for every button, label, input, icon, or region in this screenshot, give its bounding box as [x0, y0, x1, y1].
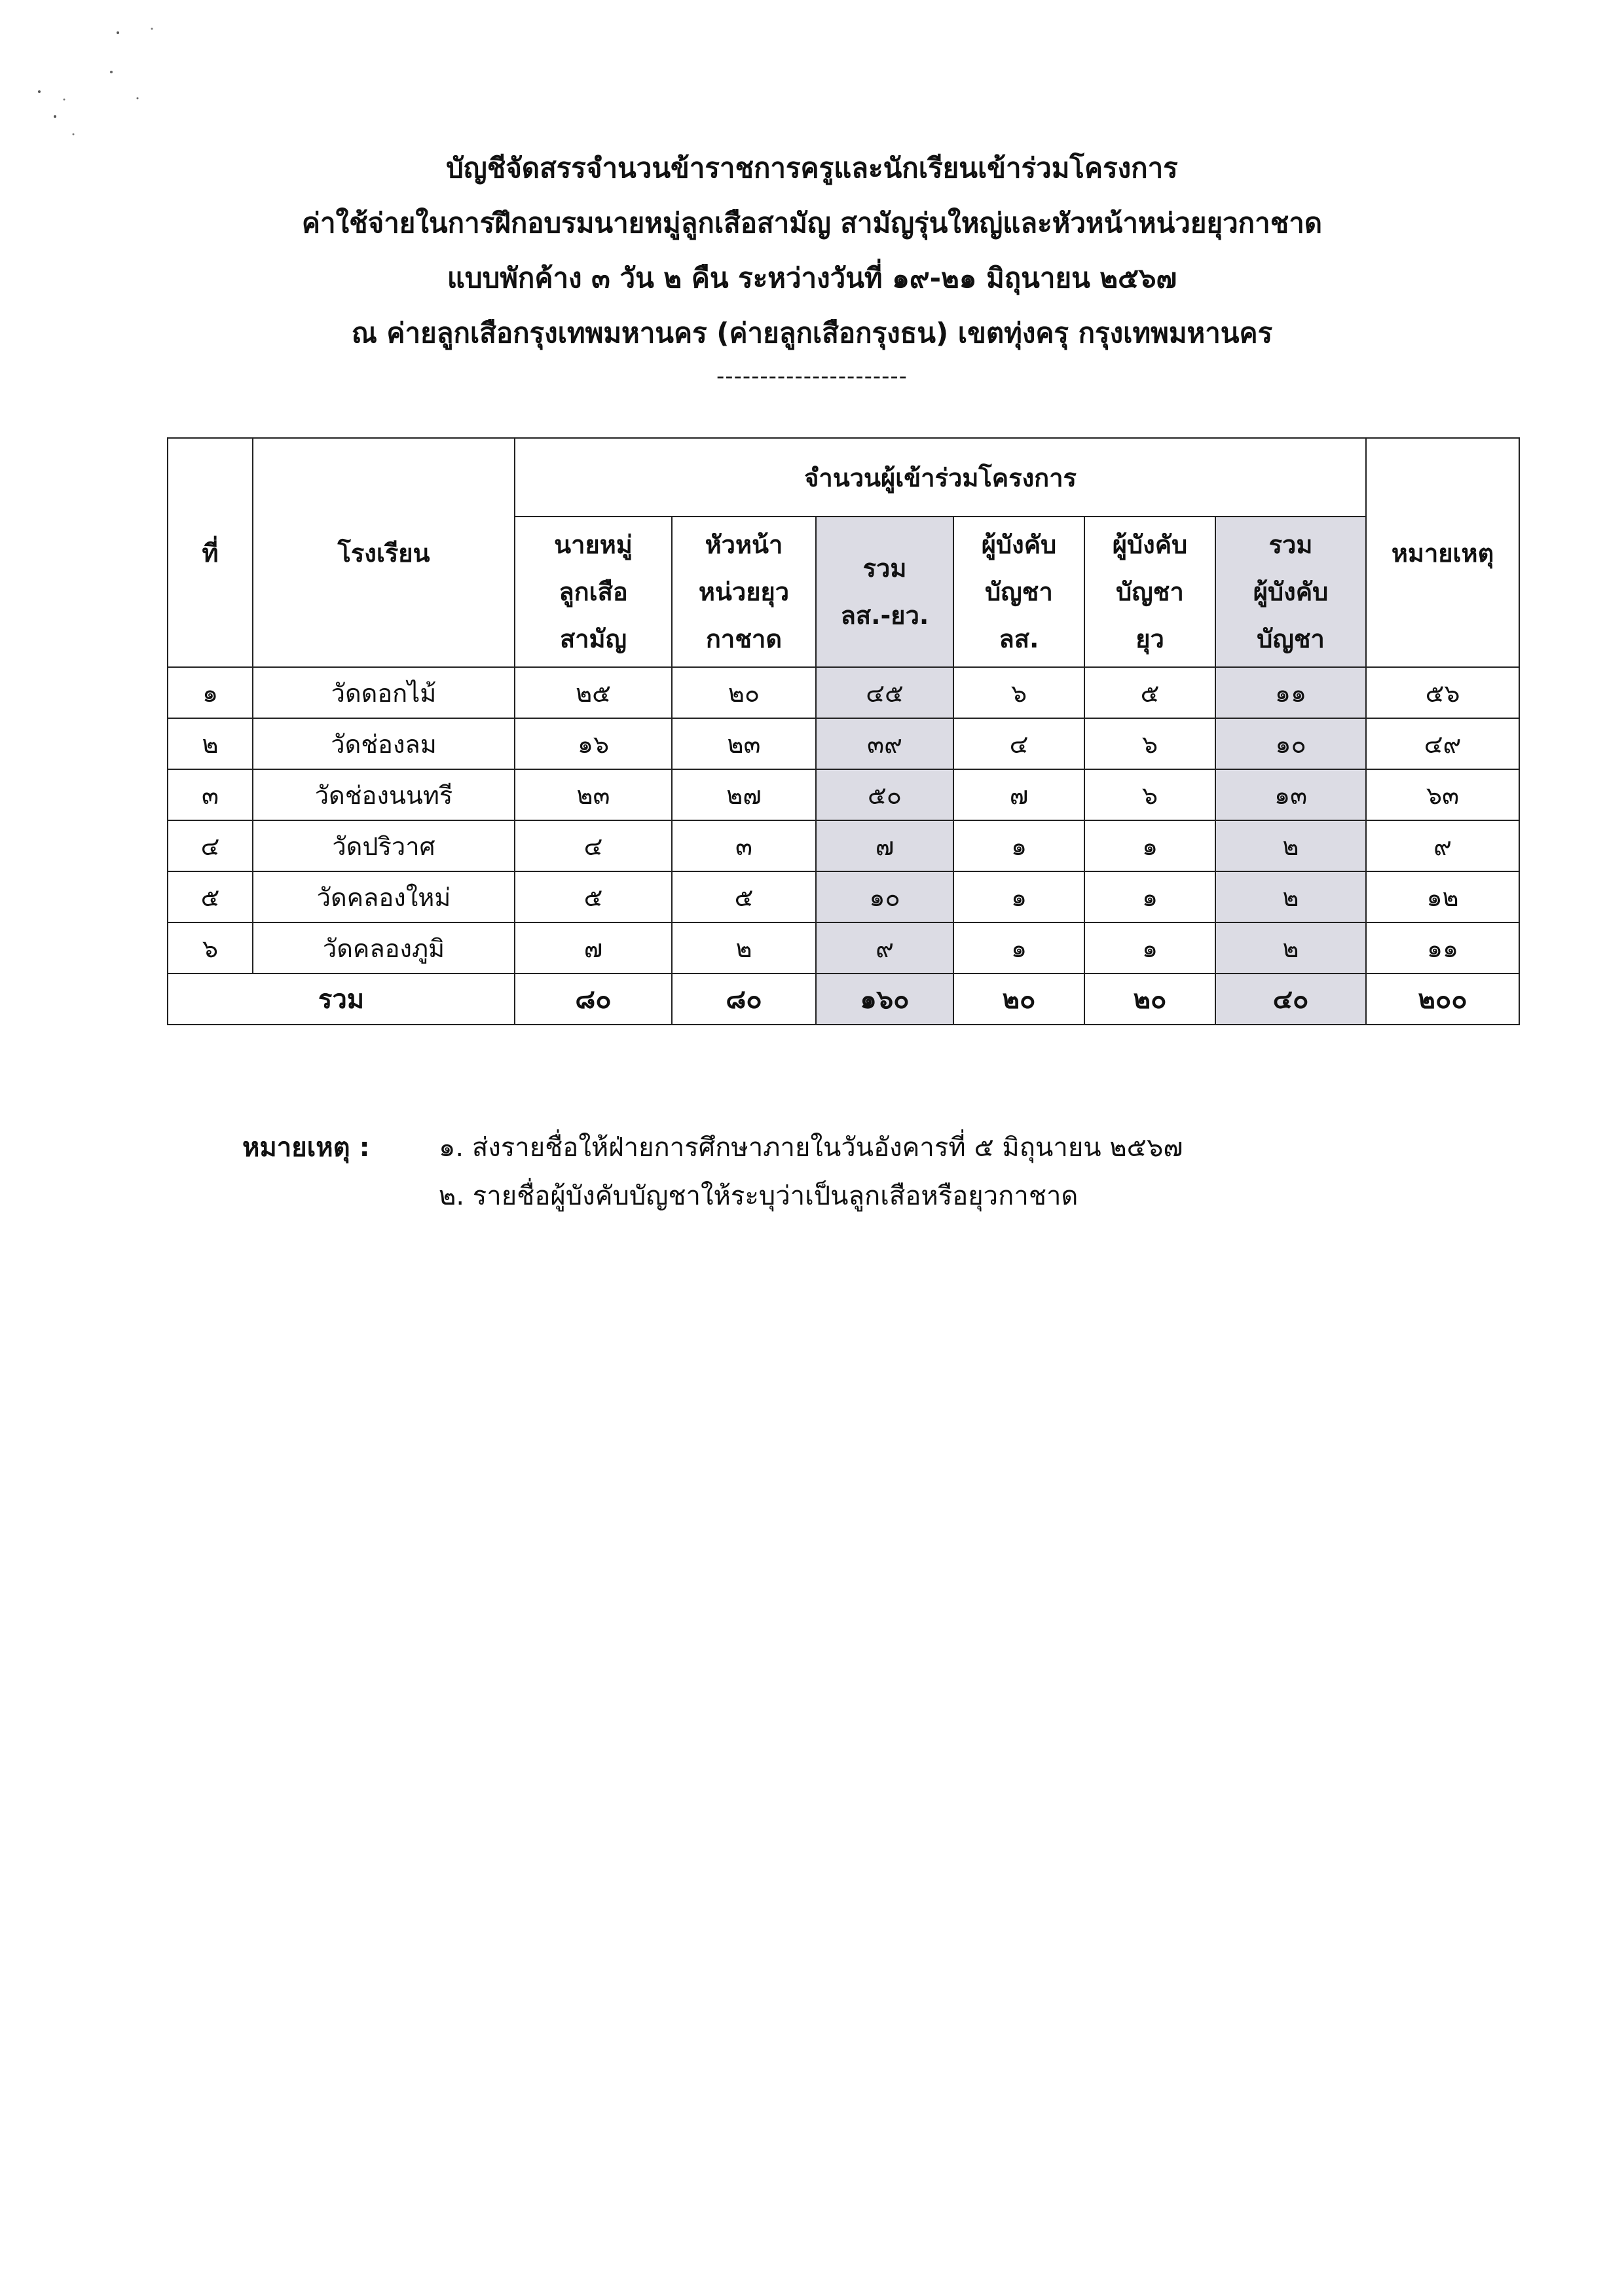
cell-scout-leader: ๒๕ [515, 667, 672, 718]
header-line-4: ณ ค่ายลูกเสือกรุงเทพมหานคร (ค่ายลูกเสือกรุงธน) เขตทุ่งครุ กรุงเทพมหานคร [351, 317, 1273, 349]
total-sum-students: ๑๖๐ [816, 974, 953, 1025]
cell-sum-commanders: ๑๐ [1215, 718, 1366, 769]
header-line-1: บัญชีจัดสรรจำนวนข้าราชการครูและนักเรียนเข้าร่วมโครงการ [446, 152, 1178, 184]
cell-redcross-commander: ๖ [1084, 769, 1215, 820]
cell-no: ๒ [168, 718, 253, 769]
cell-scout-leader: ๗ [515, 922, 672, 974]
cell-school: วัดคลองภูมิ [253, 922, 515, 974]
cell-remark: ๑๒ [1366, 871, 1519, 922]
cell-redcross-leader: ๓ [672, 820, 816, 871]
cell-sum-students: ๗ [816, 820, 953, 871]
cell-sum-commanders: ๑๑ [1215, 667, 1366, 718]
table-row [168, 718, 1519, 769]
cell-sum-students: ๑๐ [816, 871, 953, 922]
cell-scout-commander: ๗ [953, 769, 1084, 820]
total-scout-commander: ๒๐ [953, 974, 1084, 1025]
cell-scout-leader: ๕ [515, 871, 672, 922]
col-header-scout-leader: นายหมู่ ลูกเสือ สามัญ [515, 517, 672, 667]
cell-scout-commander: ๔ [953, 718, 1084, 769]
header-separator: ---------------------- [716, 363, 908, 390]
cell-redcross-commander: ๖ [1084, 718, 1215, 769]
note-item-1: ๑. ส่งรายชื่อให้ฝ่ายการศึกษาภายในวันอังคารที่ ๕ มิถุนายน ๒๕๖๗ [439, 1133, 1183, 1163]
cell-sum-commanders: ๑๓ [1215, 769, 1366, 820]
table-row [168, 667, 1519, 718]
cell-redcross-leader: ๒๗ [672, 769, 816, 820]
cell-redcross-leader: ๕ [672, 871, 816, 922]
cell-redcross-commander: ๕ [1084, 667, 1215, 718]
cell-sum-commanders: ๒ [1215, 871, 1366, 922]
col-header-group-participants: จำนวนผู้เข้าร่วมโครงการ [515, 438, 1366, 517]
cell-redcross-leader: ๒๓ [672, 718, 816, 769]
total-remark: ๒๐๐ [1366, 974, 1519, 1025]
table-body [168, 667, 1519, 974]
cell-sum-students: ๕๐ [816, 769, 953, 820]
cell-no: ๖ [168, 922, 253, 974]
total-sum-commanders: ๔๐ [1215, 974, 1366, 1025]
allocation-table [167, 437, 1520, 1025]
cell-no: ๔ [168, 820, 253, 871]
cell-remark: ๖๓ [1366, 769, 1519, 820]
col-header-redcross-leader: หัวหน้า หน่วยยุว กาชาด [672, 517, 816, 667]
cell-redcross-commander: ๑ [1084, 922, 1215, 974]
table-row [168, 769, 1519, 820]
cell-school: วัดดอกไม้ [253, 667, 515, 718]
col-header-redcross-commander: ผู้บังคับ บัญชา ยุว [1084, 517, 1215, 667]
cell-sum-students: ๙ [816, 922, 953, 974]
total-redcross-commander: ๒๐ [1084, 974, 1215, 1025]
table-row [168, 922, 1519, 974]
cell-school: วัดช่องนนทรี [253, 769, 515, 820]
cell-redcross-commander: ๑ [1084, 820, 1215, 871]
cell-scout-commander: ๑ [953, 922, 1084, 974]
total-label: รวม [168, 974, 515, 1025]
notes-label: หมายเหตุ : [242, 1133, 370, 1163]
cell-scout-leader: ๑๖ [515, 718, 672, 769]
cell-remark: ๑๑ [1366, 922, 1519, 974]
note-item-2: ๒. รายชื่อผู้บังคับบัญชาให้ระบุว่าเป็นลูกเสือหรือยุวกาชาด [439, 1181, 1079, 1211]
col-header-sum-students: รวม ลส.-ยว. [816, 517, 953, 667]
cell-remark: ๙ [1366, 820, 1519, 871]
cell-scout-leader: ๔ [515, 820, 672, 871]
document-header [0, 141, 1624, 392]
cell-sum-students: ๔๕ [816, 667, 953, 718]
col-header-scout-commander: ผู้บังคับ บัญชา ลส. [953, 517, 1084, 667]
cell-sum-commanders: ๒ [1215, 820, 1366, 871]
cell-remark: ๔๙ [1366, 718, 1519, 769]
col-header-school: โรงเรียน [253, 438, 515, 667]
table-row [168, 820, 1519, 871]
cell-scout-commander: ๖ [953, 667, 1084, 718]
cell-redcross-commander: ๑ [1084, 871, 1215, 922]
cell-school: วัดปริวาศ [253, 820, 515, 871]
header-line-3: แบบพักค้าง ๓ วัน ๒ คืน ระหว่างวันที่ ๑๙-๒๑ มิถุนายน ๒๕๖๗ [447, 262, 1177, 294]
cell-remark: ๕๖ [1366, 667, 1519, 718]
total-row [168, 974, 1519, 1025]
cell-sum-commanders: ๒ [1215, 922, 1366, 974]
cell-redcross-leader: ๒ [672, 922, 816, 974]
total-redcross-leader: ๘๐ [672, 974, 816, 1025]
cell-scout-leader: ๒๓ [515, 769, 672, 820]
cell-no: ๓ [168, 769, 253, 820]
col-header-remark: หมายเหตุ [1366, 438, 1519, 667]
cell-no: ๕ [168, 871, 253, 922]
table-row [168, 871, 1519, 922]
col-header-sum-commanders: รวม ผู้บังคับ บัญชา [1215, 517, 1366, 667]
cell-redcross-leader: ๒๐ [672, 667, 816, 718]
cell-scout-commander: ๑ [953, 871, 1084, 922]
cell-scout-commander: ๑ [953, 820, 1084, 871]
col-header-no: ที่ [168, 438, 253, 667]
header-line-2: ค่าใช้จ่ายในการฝึกอบรมนายหมู่ลูกเสือสามัญ สามัญรุ่นใหญ่และหัวหน้าหน่วยยุวกาชาด [301, 207, 1323, 239]
cell-school: วัดช่องลม [253, 718, 515, 769]
cell-school: วัดคลองใหม่ [253, 871, 515, 922]
cell-no: ๑ [168, 667, 253, 718]
cell-sum-students: ๓๙ [816, 718, 953, 769]
total-scout-leader: ๘๐ [515, 974, 672, 1025]
